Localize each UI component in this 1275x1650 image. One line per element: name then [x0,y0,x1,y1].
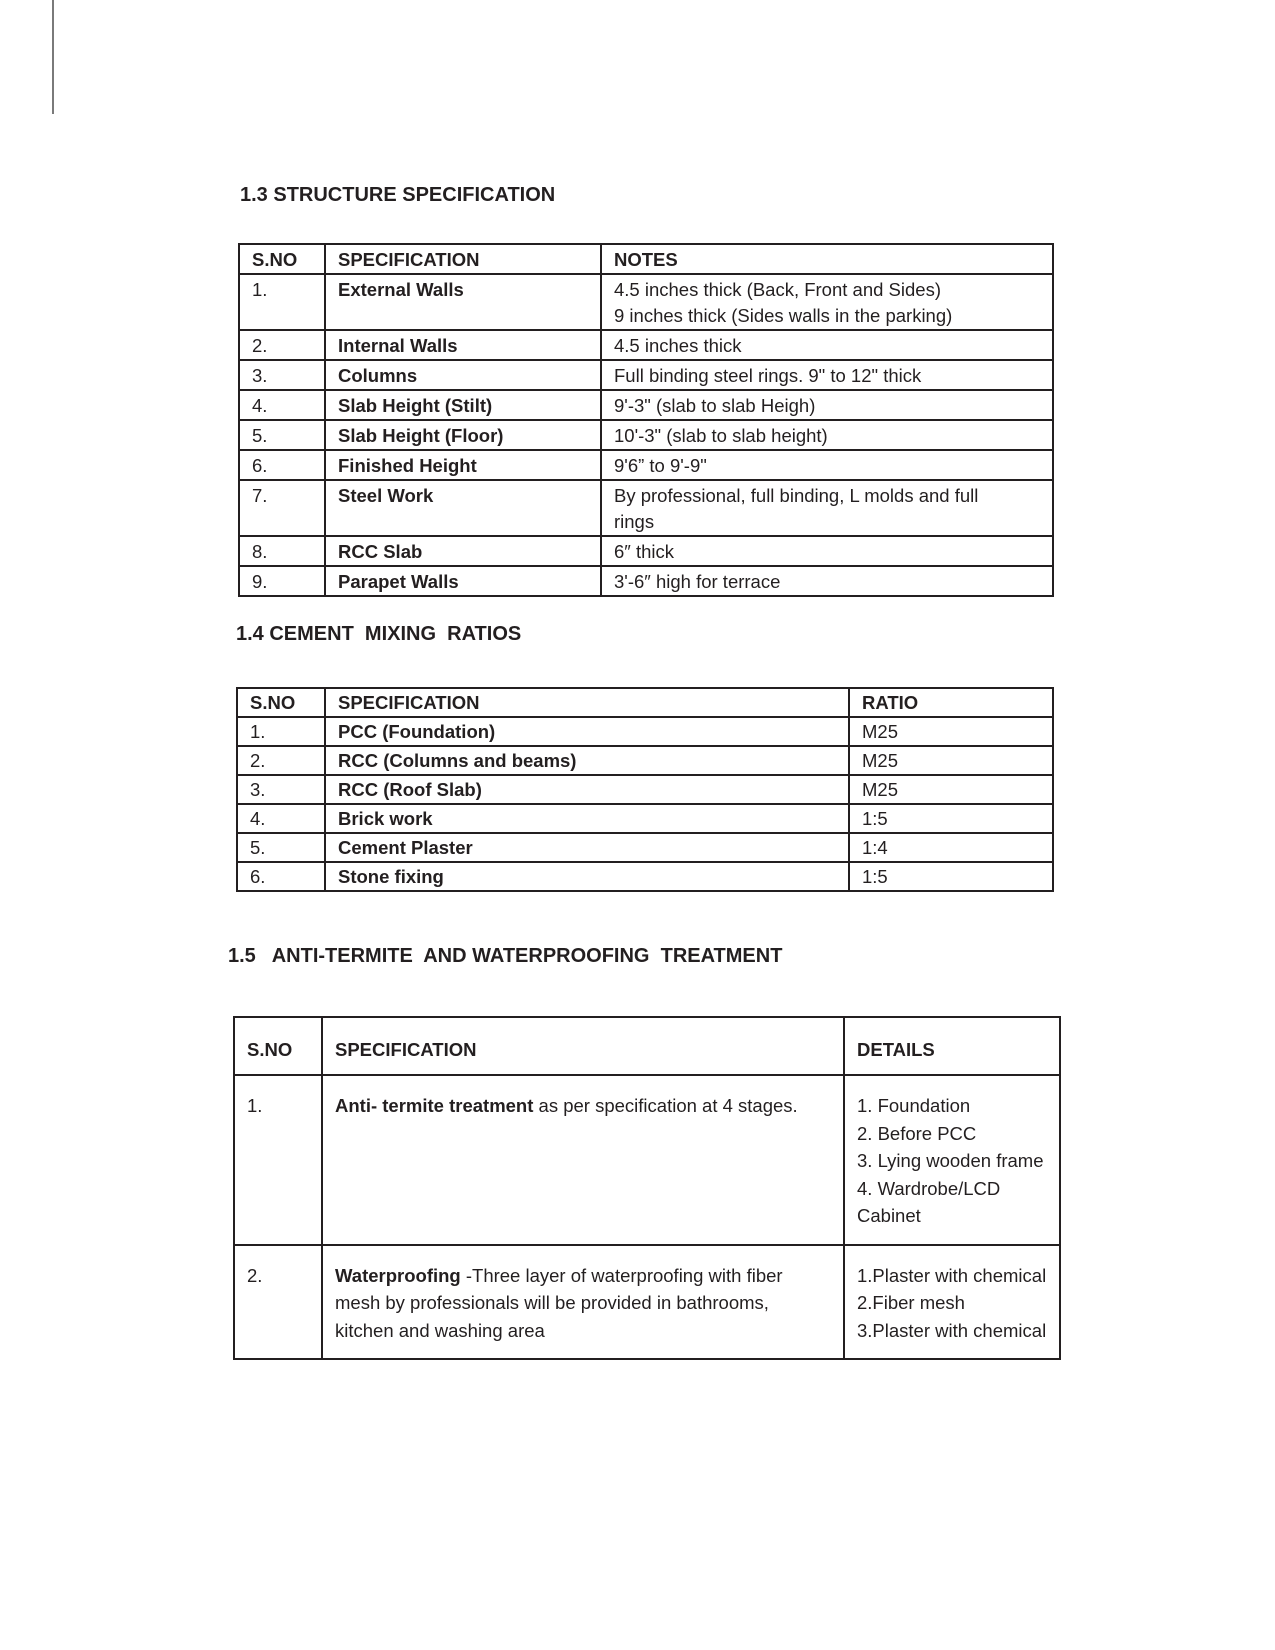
column-header-notes: NOTES [601,244,1053,274]
cell-specification: Slab Height (Stilt) [325,390,601,420]
cell-notes [601,330,1053,360]
details-line: 2.Fiber mesh [857,1292,965,1313]
table-row [239,420,1053,450]
notes-line: By professional, full binding, L molds and full [614,485,979,506]
table-row [234,1245,1060,1360]
structure-specification-table [238,243,1054,597]
notes-line: 3'-6″ high for terrace [614,571,781,592]
cell-notes [601,360,1053,390]
cell-ratio: 1:5 [849,862,1053,891]
column-header-specification: SPECIFICATION [325,244,601,274]
notes-line: 10'-3" (slab to slab height) [614,425,828,446]
notes-line: 9 inches thick (Sides walls in the parking) [614,305,953,326]
cell-sno: 4. [239,390,325,420]
notes-line: 6″ thick [614,541,675,562]
cell-sno: 3. [237,775,325,804]
cell-sno: 1. [234,1075,322,1245]
specification-description: as per specification at 4 stages. [533,1095,798,1116]
column-header-specification: SPECIFICATION [325,688,849,717]
cell-specification [322,1075,844,1245]
section-heading-cement-mixing-ratios: 1.4 CEMENT MIXING RATIOS [236,623,522,645]
table-row [237,746,1053,775]
table-row [239,330,1053,360]
cell-notes [601,450,1053,480]
cell-specification [322,1245,844,1360]
cell-sno: 8. [239,536,325,566]
cell-sno: 2. [239,330,325,360]
table-row [239,274,1053,330]
specification-title: Waterproofing [335,1264,461,1286]
cell-sno: 6. [237,862,325,891]
table-row [237,717,1053,746]
page-margin-rule [52,0,54,114]
cell-sno: 5. [237,833,325,862]
cell-specification: Finished Height [325,450,601,480]
column-header-details: DETAILS [844,1017,1060,1075]
cell-sno: 6. [239,450,325,480]
cell-specification: Slab Height (Floor) [325,420,601,450]
cement-mixing-ratios-table [236,687,1054,892]
cell-specification: Brick work [325,804,849,833]
cell-specification: Steel Work [325,480,601,536]
details-line: 2. Before PCC [857,1122,977,1144]
table-row [237,862,1053,891]
table-row [239,450,1053,480]
table-row [239,390,1053,420]
cell-specification: RCC Slab [325,536,601,566]
column-header-sno: S.NO [239,244,325,274]
cell-specification: Internal Walls [325,330,601,360]
cell-notes [601,566,1053,596]
details-line: 1. Foundation [857,1095,971,1116]
table-row [237,804,1053,833]
cell-specification: External Walls [325,274,601,330]
cell-specification: Cement Plaster [325,833,849,862]
cell-details [844,1075,1060,1245]
cell-specification: Stone fixing [325,862,849,891]
column-header-specification: SPECIFICATION [322,1017,844,1075]
cell-sno: 9. [239,566,325,596]
cell-notes [601,420,1053,450]
details-line: 1.Plaster with chemical [857,1264,1047,1286]
notes-line: 9'-3" (slab to slab Heigh) [614,395,816,416]
specification-title: Anti- termite treatment [335,1095,534,1116]
cell-notes [601,480,1053,536]
table-row [239,360,1053,390]
cell-ratio: 1:5 [849,804,1053,833]
table-row [239,480,1053,536]
notes-line: 9'6” to 9'-9" [614,455,707,476]
column-header-sno: S.NO [237,688,325,717]
table-header-row [239,244,1053,274]
anti-termite-waterproofing-table [233,1016,1061,1360]
cell-sno: 4. [237,804,325,833]
cell-sno: 5. [239,420,325,450]
table-header-row [237,688,1053,717]
cell-notes [601,390,1053,420]
section-heading-anti-termite-waterproofing: 1.5 ANTI-TERMITE AND WATERPROOFING TREATMENT [228,945,783,967]
cell-sno: 7. [239,480,325,536]
column-header-ratio: RATIO [849,688,1053,717]
cell-sno: 1. [239,274,325,330]
cell-specification: RCC (Columns and beams) [325,746,849,775]
cell-notes [601,274,1053,330]
section-heading-structure-specification: 1.3 STRUCTURE SPECIFICATION [240,184,556,206]
table-row [239,536,1053,566]
notes-line: rings [614,511,655,532]
cell-ratio: M25 [849,775,1053,804]
table-row [239,566,1053,596]
column-header-sno: S.NO [234,1017,322,1075]
cell-specification: Columns [325,360,601,390]
cell-details [844,1245,1060,1360]
cell-specification: RCC (Roof Slab) [325,775,849,804]
cell-sno: 2. [237,746,325,775]
cell-specification: PCC (Foundation) [325,717,849,746]
cell-specification: Parapet Walls [325,566,601,596]
table-row [237,775,1053,804]
table-row [234,1075,1060,1245]
notes-line: 4.5 inches thick (Back, Front and Sides) [614,279,941,300]
cell-sno: 3. [239,360,325,390]
details-line: 3. Lying wooden frame [857,1150,1044,1171]
notes-line: 4.5 inches thick [614,335,742,356]
details-line: 3.Plaster with chemical [857,1319,1047,1341]
cell-sno: 1. [237,717,325,746]
cell-ratio: 1:4 [849,833,1053,862]
cell-sno: 2. [234,1245,322,1360]
cell-ratio: M25 [849,717,1053,746]
cell-ratio: M25 [849,746,1053,775]
table-row [237,833,1053,862]
details-line: 4. Wardrobe/LCD Cabinet [857,1177,1001,1226]
table-header-row [234,1017,1060,1075]
specification-description: -Three layer of waterproofing with fiber mesh by professionals will be provided in bathrooms, kitchen and washing area [335,1264,783,1341]
notes-line: Full binding steel rings. 9" to 12" thick [614,365,922,386]
cell-notes [601,536,1053,566]
